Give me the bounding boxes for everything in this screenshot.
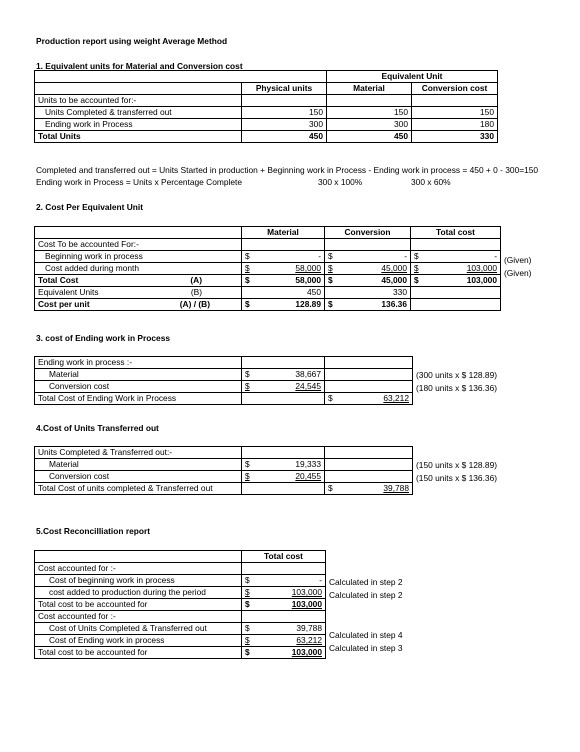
blank-cell: [411, 299, 501, 311]
blank-cell: [242, 357, 325, 369]
dollar-sign: $: [245, 299, 250, 309]
row-label: Cost of Units Completed & Transferred out: [35, 623, 242, 635]
dollar-sign: $: [245, 471, 250, 481]
calc-note: (150 units x $ 128.89): [416, 460, 498, 470]
blank-cell: [242, 71, 327, 83]
material-value: 300: [327, 119, 412, 131]
section-5-heading: 5.Cost Reconcilliation report: [36, 526, 151, 536]
total-value: 103,000: [466, 263, 497, 273]
amount-value: 103,000: [291, 599, 322, 609]
conversion-value: 180: [412, 119, 498, 131]
calc-note: (150 units x $ 136.36): [416, 473, 498, 483]
blank-cell: [412, 95, 498, 107]
dollar-sign: $: [245, 251, 250, 261]
total-value: -: [494, 251, 497, 261]
calc-note: Calculated in step 2: [329, 590, 403, 600]
table-row: [35, 299, 501, 311]
cost-per-unit-table: [34, 226, 501, 311]
total-label: Total Cost: [38, 275, 79, 285]
total-label: Total Cost of Ending Work in Process: [35, 393, 242, 405]
given-note: (Given): [504, 255, 532, 265]
blank-cell: [35, 551, 242, 563]
dollar-sign: $: [245, 275, 250, 285]
conversion-value: 45,000: [381, 263, 407, 273]
total-label: Total Units: [35, 131, 242, 143]
amount-value: 19,333: [295, 459, 321, 469]
table-row: [35, 563, 326, 575]
row-label: Cost added during month: [35, 263, 242, 275]
dollar-sign: $: [414, 251, 419, 261]
total-row: [35, 131, 498, 143]
table-row: [35, 107, 498, 119]
row-label: Beginning work in process: [35, 251, 242, 263]
row-cost-accounted: Cost To be accounted For:-: [35, 239, 242, 251]
total-row: [35, 599, 326, 611]
equivalent-units-table: [34, 70, 498, 143]
col-material: Material: [242, 227, 325, 239]
blank-cell: [325, 471, 413, 483]
total-value: 63,212: [383, 393, 409, 403]
blank-cell: [325, 357, 413, 369]
total-material: 450: [327, 131, 412, 143]
dollar-sign: $: [245, 459, 250, 469]
dollar-sign: $: [245, 381, 250, 391]
blank-cell: [242, 95, 327, 107]
col-total-cost: Total cost: [242, 551, 326, 563]
row-label: Units Completed & transferred out: [35, 107, 242, 119]
dollar-sign: $: [245, 369, 250, 379]
material-value: 58,000: [295, 275, 321, 285]
table-row: [35, 611, 326, 623]
blank-cell: [325, 239, 411, 251]
tag-b: (B): [190, 287, 202, 297]
total-value: 103,000: [466, 275, 497, 285]
dollar-sign: $: [245, 263, 250, 273]
tag-a: (A): [190, 275, 202, 285]
calc-note: Calculated in step 3: [329, 643, 403, 653]
dollar-sign: $: [245, 647, 250, 657]
blank-cell: [242, 611, 326, 623]
table-row: [35, 119, 498, 131]
dollar-sign: $: [328, 299, 333, 309]
row-label: Material: [35, 369, 242, 381]
amount-value: 20,455: [295, 471, 321, 481]
given-note: (Given): [504, 268, 532, 278]
calc-note: (180 units x $ 136.36): [416, 383, 498, 393]
dollar-sign: $: [328, 275, 333, 285]
row-label: Equivalent Units: [38, 287, 99, 297]
physical-value: 300: [242, 119, 327, 131]
conversion-value: 330: [325, 287, 411, 299]
material-value: 450: [242, 287, 325, 299]
dollar-sign: $: [328, 251, 333, 261]
row-units-accounted: Units to be accounted for:-: [35, 95, 242, 107]
row-label: Cost per unit: [38, 299, 90, 309]
total-row: [35, 647, 326, 659]
row-label: Conversion cost: [35, 381, 242, 393]
blank-cell: [327, 95, 412, 107]
col-total-cost: Total cost: [411, 227, 501, 239]
report-title: Production report using weight Average Method: [36, 36, 228, 46]
material-value: 150: [327, 107, 412, 119]
table-row: [35, 459, 413, 471]
blank-cell: [242, 393, 325, 405]
conversion-value: 45,000: [381, 275, 407, 285]
table-row: [35, 471, 413, 483]
conversion-value: 150: [412, 107, 498, 119]
section-1-heading: 1. Equivalent units for Material and Conversion cost: [36, 61, 243, 71]
amount-value: 103,000: [291, 587, 322, 597]
row-label: Cost accounted for :-: [35, 611, 242, 623]
equivalent-unit-header: Equivalent Unit: [327, 71, 498, 83]
transferred-out-table: [34, 446, 413, 495]
dollar-sign: $: [245, 623, 250, 633]
material-value: 58,000: [295, 263, 321, 273]
amount-value: 103,000: [291, 647, 322, 657]
total-row: [35, 483, 413, 495]
material-value: -: [318, 251, 321, 261]
amount-value: 38,667: [295, 369, 321, 379]
row-label: Material: [35, 459, 242, 471]
dollar-sign: $: [414, 275, 419, 285]
col-conversion-cost: Conversion cost: [412, 83, 498, 95]
table-row: [35, 381, 413, 393]
note-completed-transferred: Completed and transferred out = Units Started in production + Beginning work in Process - Ending work in process = 450 + 0 - 300=150: [36, 165, 539, 175]
ending-wip-table: [34, 356, 413, 405]
amount-value: 24,545: [295, 381, 321, 391]
blank-cell: [242, 483, 325, 495]
table-row: [35, 251, 501, 263]
section-2-heading: 2. Cost Per Equivalent Unit: [36, 202, 144, 212]
total-conversion: 330: [412, 131, 498, 143]
row-label: Total cost to be accounted for: [35, 599, 242, 611]
blank-cell: [411, 287, 501, 299]
amount-value: -: [319, 575, 322, 585]
note-material-calc: 300 x 100%: [318, 177, 363, 187]
col-physical-units: Physical units: [242, 83, 327, 95]
dollar-sign: $: [414, 263, 419, 273]
dollar-sign: $: [328, 483, 333, 493]
conversion-value: 136.36: [381, 299, 407, 309]
section-3-heading: 3. cost of Ending work in Process: [36, 333, 171, 343]
blank-cell: [411, 239, 501, 251]
blank-cell: [325, 381, 413, 393]
row-label: Units Completed & Transferred out:-: [35, 447, 242, 459]
col-conversion: Conversion: [325, 227, 411, 239]
total-value: 39,788: [383, 483, 409, 493]
table-row: [35, 575, 326, 587]
calc-note: (300 units x $ 128.89): [416, 370, 498, 380]
dollar-sign: $: [245, 575, 250, 585]
row-label: Total cost to be accounted for: [35, 647, 242, 659]
total-row: [35, 393, 413, 405]
reconciliation-table: [34, 550, 326, 659]
table-row: [35, 263, 501, 275]
tag-a-over-b: (A) / (B): [179, 299, 210, 309]
row-label: Ending work in Process: [35, 119, 242, 131]
amount-value: 39,788: [296, 623, 322, 633]
row-label: Conversion cost: [35, 471, 242, 483]
calc-note: Calculated in step 4: [329, 630, 403, 640]
dollar-sign: $: [245, 635, 250, 645]
calc-note: Calculated in step 2: [329, 577, 403, 587]
blank-cell: [325, 459, 413, 471]
row-label: Cost of Ending work in process: [35, 635, 242, 647]
total-row: [35, 275, 501, 287]
table-row: [35, 635, 326, 647]
table-row: [35, 369, 413, 381]
dollar-sign: $: [328, 393, 333, 403]
blank-cell: [242, 447, 325, 459]
dollar-sign: $: [245, 587, 250, 597]
material-value: 128.89: [295, 299, 321, 309]
dollar-sign: $: [328, 263, 333, 273]
physical-value: 150: [242, 107, 327, 119]
blank-cell: [35, 227, 242, 239]
blank-cell: [35, 71, 242, 83]
conversion-value: -: [404, 251, 407, 261]
table-row: [35, 587, 326, 599]
blank-cell: [242, 563, 326, 575]
row-label: Ending work in process :-: [35, 357, 242, 369]
note-ending-wip: Ending work in Process = Units x Percentage Complete: [36, 177, 242, 187]
blank-cell: [325, 369, 413, 381]
row-label: Cost of beginning work in process: [35, 575, 242, 587]
table-row: [35, 623, 326, 635]
row-label: cost added to production during the period: [35, 587, 242, 599]
blank-cell: [242, 239, 325, 251]
amount-value: 63,212: [296, 635, 322, 645]
row-label: Cost accounted for :-: [35, 563, 242, 575]
note-conversion-calc: 300 x 60%: [411, 177, 451, 187]
table-row: [35, 287, 501, 299]
total-label: Total Cost of units completed & Transferred out: [35, 483, 242, 495]
total-physical: 450: [242, 131, 327, 143]
col-material: Material: [327, 83, 412, 95]
dollar-sign: $: [245, 599, 250, 609]
blank-cell: [325, 447, 413, 459]
blank-cell: [35, 83, 242, 95]
section-4-heading: 4.Cost of Units Transferred out: [36, 423, 159, 433]
